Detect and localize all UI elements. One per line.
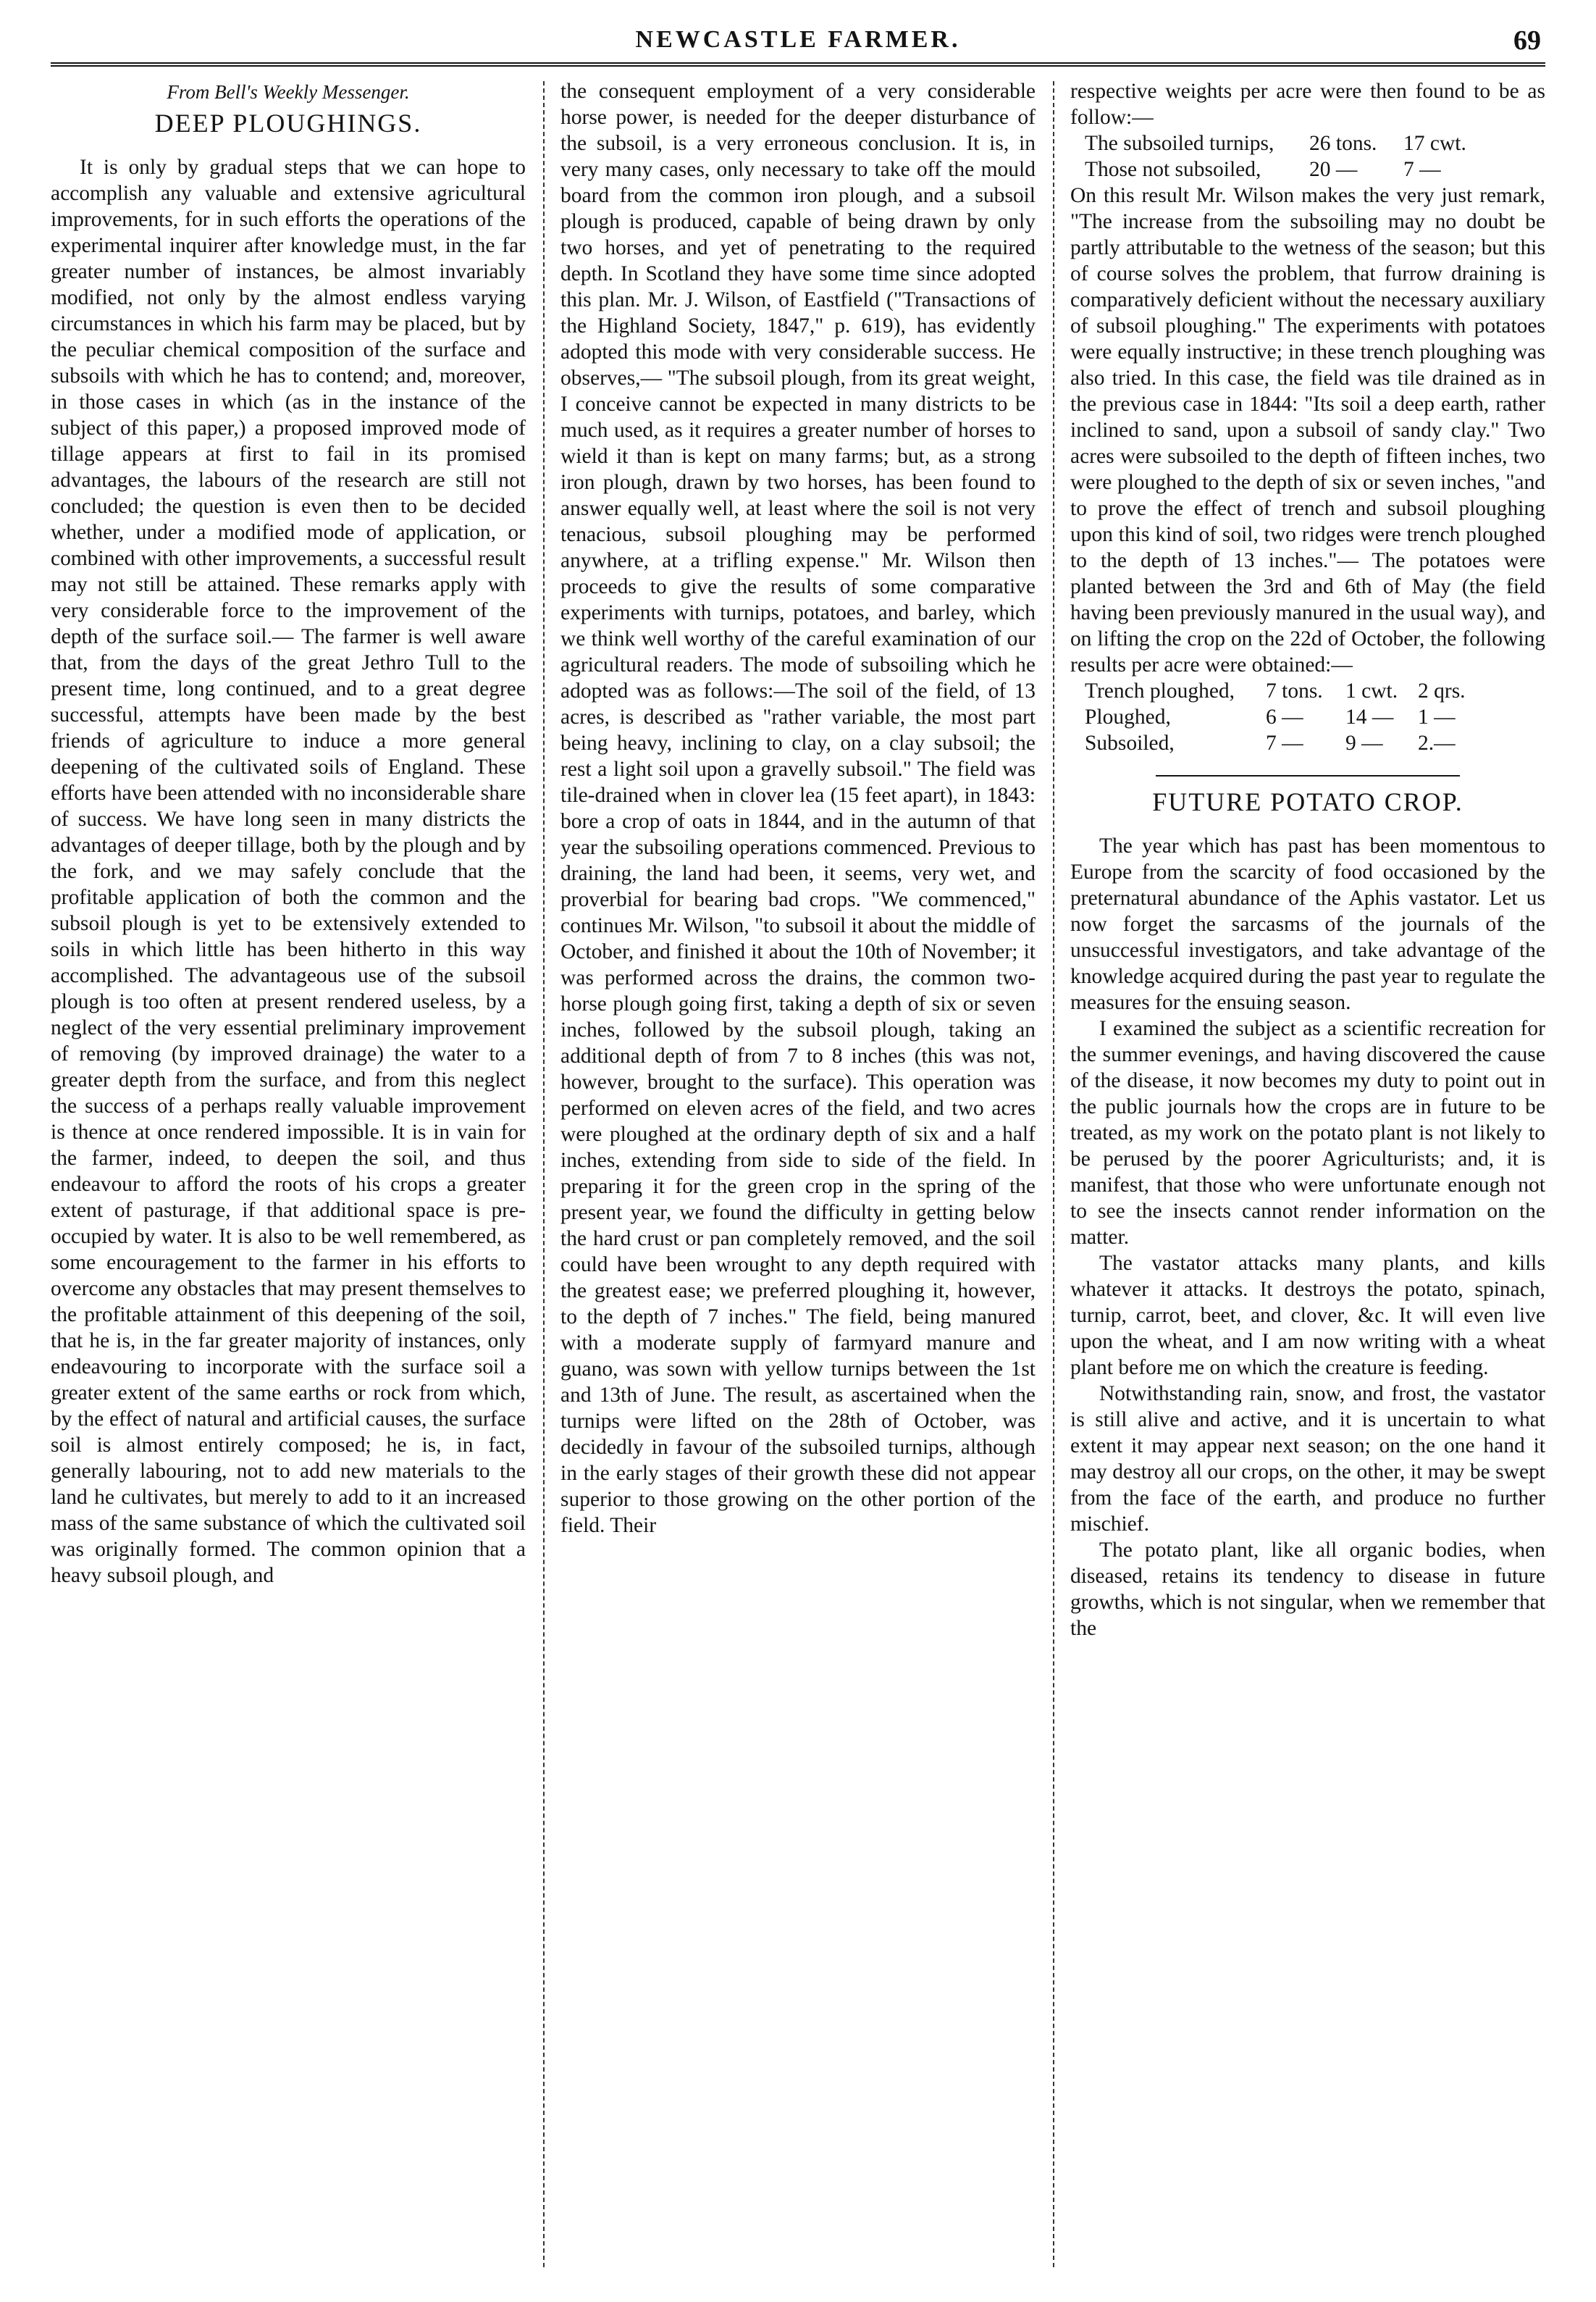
column-1 bbox=[51, 78, 526, 2274]
table-value: 6 — bbox=[1266, 706, 1303, 729]
table-value: 9 — bbox=[1345, 732, 1383, 755]
newspaper-page bbox=[51, 22, 1545, 2274]
table-label: Subsoiled, bbox=[1085, 732, 1175, 755]
article-paragraph: On this result Mr. Wilson makes the very just remark, "The increase from the subsoiling may no doubt be partly attributable to the wetness of the season; but this of course solves the problem, that furrow draining is comparatively deficient without the necessary auxiliary of subsoil ploughing." The experiments with potatoes were equally instructive; in these trench ploughing was also tried. In this case, the field was tile drained as in the previous case in 1844: "Its soil a deep earth, rather inclined to sand, upon a subsoil of sandy clay." Two acres were subsoiled to the depth of fifteen inches, two were ploughed to the depth of six or seven inches, "and to prove the effect of trench and subsoil ploughing upon this kind of soil, two ridges were trench ploughed to the depth of 13 inches."— The potatoes were planted between the 3rd and 6th of May (the field having been previously manured in the usual way), and on lifting the crop on the 22d of October, the following results per acre were obtained:— bbox=[1070, 184, 1545, 677]
running-head bbox=[51, 22, 1545, 74]
table-label: The subsoiled turnips, bbox=[1085, 132, 1274, 155]
article-paragraph: The vastator attacks many plants, and kills whatever it attacks. It destroys the potato, spinach, turnip, carrot, beet, and clover, &c. It will even live upon the wheat, and I am now writing with a wheat plant before me on which the creature is feeding. bbox=[1070, 1252, 1545, 1379]
column-divider bbox=[1053, 81, 1054, 2267]
table-row bbox=[1085, 730, 1545, 756]
article-paragraph: It is only by gradual steps that we can hope to accomplish any valuable and extensive agricultural improvements, for in such efforts the operations of the experimental inquirer after knowledge must, in the far greater number of instances, be almost invariably modified, not only by the almost endless varying circumstances in which his farm may be placed, but by the peculiar chemical composition of the surface and subsoils with which he has to contend; and, moreover, in those cases in which (as in the instance of the subject of this paper,) a proposed improved mode of tillage appears at first to fail in its promised advantages, the labours of the research are still not concluded; the question is even then to be decided whether, under a modified mode of application, or combined with other improvements, a successful result may not still be attained. These remarks apply with very considerable force to the improvement of the depth of the surface soil.— The farmer is well aware that, from the days of the great Jethro Tull to the present time, long continued, and to a great degree successful, attempts have been made by the best friends of agriculture to induce a more general deepening of the cultivated soils of England. These efforts have been attended with no inconsiderable share of success. We have long seen in many districts the advantages of deeper tillage, both by the plough and by the fork, and we may safely conclude that the profitable application of both the common and the subsoil plough is yet to be extensively extended to soils in which little has been hitherto in this way accomplished. The advantageous use of the subsoil plough is too often at present rendered useless, by a neglect of the very essential preliminary improvement of removing (by improved drainage) the water to a greater depth from the surface, and from this neglect the success of a perhaps really valuable improvement is thence at once rendered impossible. It is in vain for the farmer, indeed, to deepen the soil, and thus endeavour to afford the roots of his crops a greater extent of pasturage, if that additional space is pre-occupied by water. It is also to be well remembered, as some encouragement to the farmer in his efforts to overcome any obstacles that may present themselves to the profitable attainment of this deepening of the soil, that he is, in the far greater majority of instances, only endeavouring to incorporate with the surface soil a greater extent of the same earths or rock from which, by the effect of natural and artificial causes, the surface soil is almost entirely composed; he is, in fact, generally labouring, not to add new materials to the land he cultivates, but merely to add to it an increased mass of the same substance of which the cultivated soil was originally formed. The common opinion that a heavy subsoil plough, and bbox=[51, 156, 526, 1587]
article-paragraph: I examined the subject as a scientific recreation for the summer evenings, and having discovered the cause of the disease, it now becomes my duty to point out in the public journals how the crops are in future to be treated, as my work on the potato plant is not likely to be perused by the poorer Agriculturists; and, it is manifest, that those who were unfortunate enough not to see the insects cannot render information on the matter. bbox=[1070, 1017, 1545, 1249]
table-value: 2.— bbox=[1418, 732, 1456, 755]
table-row bbox=[1085, 156, 1545, 183]
column-3 bbox=[1070, 78, 1545, 2274]
turnip-results-table bbox=[1070, 130, 1545, 183]
table-value: 1 cwt. bbox=[1345, 679, 1398, 703]
column-2 bbox=[560, 78, 1036, 2274]
table-value: 20 — bbox=[1309, 158, 1358, 181]
table-value: 7 — bbox=[1266, 732, 1303, 755]
table-value: 2 qrs. bbox=[1418, 679, 1466, 703]
table-label: Trench ploughed, bbox=[1085, 679, 1235, 703]
article-title-future-potato-crop: FUTURE POTATO CROP. bbox=[1152, 787, 1463, 816]
table-value: 17 cwt. bbox=[1403, 132, 1466, 155]
table-value: 26 tons. bbox=[1309, 132, 1377, 155]
columns bbox=[51, 78, 1545, 2274]
column-divider bbox=[543, 81, 545, 2267]
table-label: Those not subsoiled, bbox=[1085, 158, 1261, 181]
potato-results-table bbox=[1070, 678, 1545, 756]
article-paragraph: The potato plant, like all organic bodies, when diseased, retains its tendency to disease in future growths, which is not singular, when we remember that the bbox=[1070, 1539, 1545, 1640]
article-paragraph: Notwithstanding rain, snow, and frost, the vastator is still alive and active, and it is uncertain to what extent it may appear next season; on the one hand it may destroy all our crops, on the other, it may be swept from the face of the earth, and produce no further mischief. bbox=[1070, 1382, 1545, 1536]
article-paragraph: the consequent employment of a very considerable horse power, is needed for the deeper disturbance of the subsoil, is a very erroneous conclusion. It is, in very many cases, only necessary to take off the mould board from the common iron plough, and a subsoil plough is produced, capable of being drawn by only two horses, and yet of penetrating to the required depth. In Scotland they have some time since adopted this plan. Mr. J. Wilson, of Eastfield ("Transactions of the Highland Society, 1847," p. 619), has evidently adopted this mode with very considerable success. He observes,— "The subsoil plough, from its great weight, I conceive cannot be expected in many districts to be much used, as it requires a greater number of horses to wield it than is kept on many farms; but, as a strong iron plough, drawn by two horses, has been found to answer equally well, at least where the soil is not very tenacious, subsoil ploughing may be performed anywhere, at a trifling expense." Mr. Wilson then proceeds to give the results of some comparative experiments with turnips, potatoes, and barley, which we think well worthy of the careful examination of our agricultural readers. The mode of subsoiling which he adopted was as follows:—The soil of the field, of 13 acres, is described as "rather variable, the most part being heavy, inclining to clay, on a clay subsoil; the rest a light soil upon a gravelly subsoil." The field was tile-drained when in clover lea (15 feet apart), in 1843: bore a crop of oats in 1844, and in the autumn of that year the subsoiling operations commenced. Previous to draining, the land had been, it seems, very wet, and proverbial for bearing bad crops. "We commenced," continues Mr. Wilson, "to subsoil it about the middle of October, and finished it about the 10th of November; it was performed across the drains, the common two-horse plough going first, taking a depth of six or seven inches, followed by the subsoil plough, taking an additional depth of from 7 to 8 inches (this was not, however, brought to the surface). This operation was performed on eleven acres of the field, and two acres were ploughed at the ordinary depth of six and a half inches, extending from side to side of the field. In preparing it for the green crop in the spring of the present year, we found the difficulty in getting below the hard crust or pan completely removed, and the soil could have been wrought to any depth required with the greatest ease; we preferred ploughing it, however, to the depth of 7 inches." The field, being manured with a moderate supply of farmyard manure and guano, was sown with yellow turnips between the 1st and 13th of June. The result, as ascertained when the turnips were lifted on the 28th of October, was decidedly in favour of the subsoiled turnips, although in the early stages of their growth these did not appear superior to those growing on the other portion of the field. Their bbox=[560, 80, 1036, 1537]
section-rule bbox=[1156, 775, 1460, 777]
table-row bbox=[1085, 704, 1545, 730]
table-value: 1 — bbox=[1418, 706, 1456, 729]
table-row bbox=[1085, 678, 1545, 704]
table-label: Ploughed, bbox=[1085, 706, 1171, 729]
table-value: 7 — bbox=[1403, 158, 1441, 181]
newspaper-title: NEWCASTLE FARMER. bbox=[635, 26, 961, 53]
header-rule bbox=[51, 62, 1545, 67]
source-line: From Bell's Weekly Messenger. bbox=[167, 81, 410, 103]
table-row bbox=[1085, 130, 1545, 156]
article-paragraph: The year which has past has been momentous to Europe from the scarcity of food occasioned by the preternatural abundance of the Aphis vastator. Let us now forget the sarcasms of the journals of the unsuccessful investigators, and take advantage of the knowledge acquired during the past year to regulate the measures for the ensuing season. bbox=[1070, 834, 1545, 1014]
article-title-deep-ploughings: DEEP PLOUGHINGS. bbox=[154, 109, 422, 138]
page-number: 69 bbox=[1513, 25, 1541, 56]
table-value: 14 — bbox=[1345, 706, 1394, 729]
article-paragraph: respective weights per acre were then found to be as follow:— bbox=[1070, 80, 1545, 129]
table-value: 7 tons. bbox=[1266, 679, 1323, 703]
